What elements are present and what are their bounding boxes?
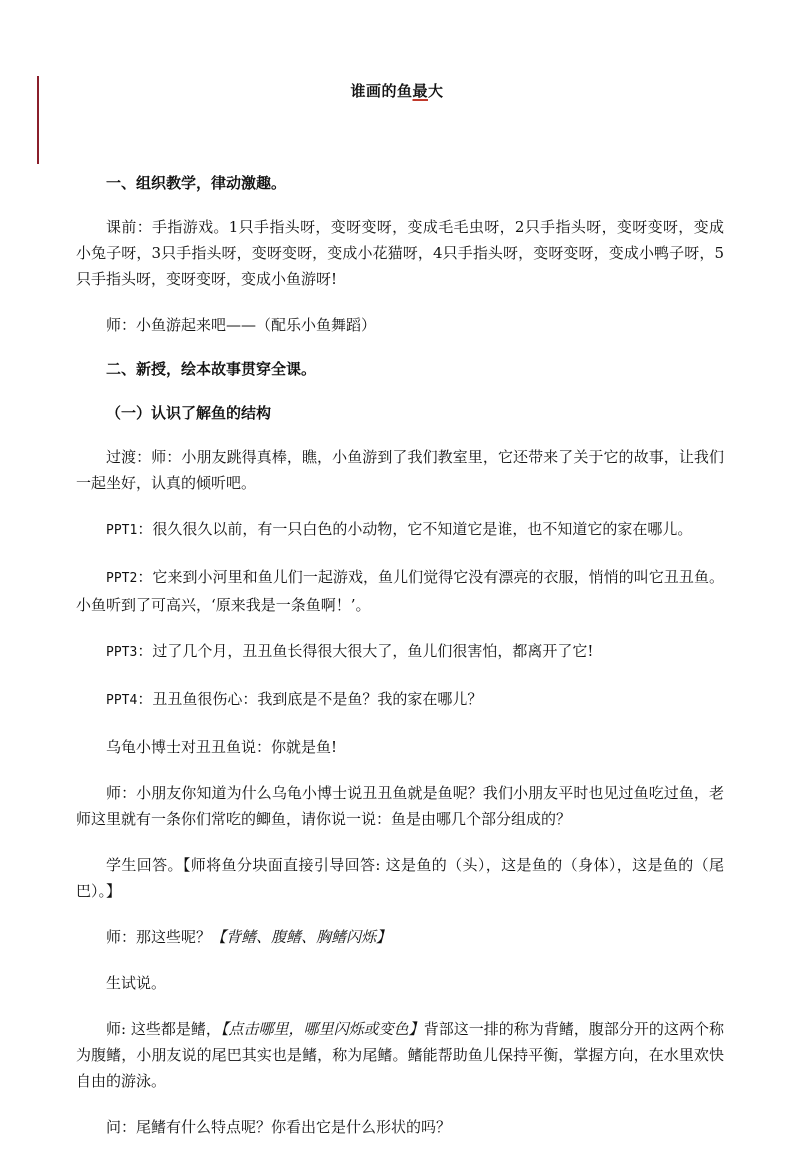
fins-note: 【背鳍、腹鳍、胸鳍闪烁】: [211, 928, 392, 946]
paragraph-transition: 过渡：师：小朋友跳得真棒，瞧，小鱼游到了我们教室里，它还带来了关于它的故事，让我们一起坐好，认真的倾听吧。: [76, 448, 724, 492]
paragraph-ppt2: [76, 564, 724, 618]
section-heading-2: 二、新授，绘本故事贯穿全课。: [106, 360, 317, 378]
title-text-part1: 谁画的鱼: [350, 82, 413, 100]
fins-explain-body: 背部这一排的称为背鳍，腹部分开的这两个称为腹鳍，小朋友说的尾巴其实也是鳍，称为尾鳍。鳍能帮助鱼儿保持平衡，掌握方向，在水里欢快自由的游泳。: [76, 1020, 724, 1090]
paragraph-ppt4: [76, 686, 724, 714]
ppt4-text: ：丑丑鱼很伤心：我到底是不是鱼？我的家在哪儿？: [137, 690, 483, 708]
subsection-heading-1: （一）认识了解鱼的结构: [106, 404, 272, 422]
paragraph-ppt1: [76, 516, 724, 544]
fins-explain-lead: 师: 这些都是鳍，: [106, 1020, 221, 1038]
paragraph-turtle: 乌龟小博士对丑丑鱼说：你就是鱼!: [106, 738, 338, 756]
fins-question-text: 师：那这些呢？: [106, 928, 212, 946]
ppt1-text: ：很久很久以前，有一只白色的小动物，它不知道它是谁，也不知道它的家在哪儿。: [137, 520, 693, 538]
title-text-part3: 大: [428, 82, 444, 100]
paragraph-student-try: 生试说。: [106, 974, 167, 992]
title-text-marked: 最: [412, 82, 428, 100]
section-heading-1: 一、组织教学，律动激趣。: [106, 174, 287, 192]
ppt2-label: PPT2: [106, 571, 138, 586]
paragraph-fins-question: [76, 924, 724, 950]
paragraph-fins-explain: [76, 1016, 724, 1094]
ppt4-label: PPT4: [106, 693, 138, 708]
document-body: [76, 170, 724, 1160]
ppt2-text: ：它来到小河里和鱼儿们一起游戏，鱼儿们觉得它没有漂亮的衣服，悄悄的叫它丑丑鱼。小鱼听到了可高兴，‘原来我是一条鱼啊！’。: [76, 568, 724, 614]
page-title: [0, 80, 794, 101]
paragraph-question-fish-parts: 师：小朋友你知道为什么乌龟小博士说丑丑鱼就是鱼呢？我们小朋友平时也见过鱼吃过鱼，老师这里就有一条你们常吃的鲫鱼，请你说一说：鱼是由哪几个部分组成的？: [76, 784, 724, 828]
paragraph-fish-dance: 师：小鱼游起来吧——（配乐小鱼舞蹈）: [106, 316, 377, 334]
paragraph-student-answer: 学生回答。【师将鱼分块面直接引导回答: 这是鱼的（头），这是鱼的（身体），这是鱼的（尾巴）。】: [76, 856, 724, 900]
ppt3-label: PPT3: [106, 645, 138, 660]
fins-explain-note: 【点击哪里，哪里闪烁或变色】: [220, 1020, 424, 1038]
paragraph-finger-game: 课前：手指游戏。1只手指头呀，变呀变呀，变成毛毛虫呀，2只手指头呀，变呀变呀，变成小兔子呀，3只手指头呀，变呀变呀，变成小花猫呀，4只手指头呀，变呀变呀，变成小鸭子呀，5只手指头呀，变呀变呀，变成小鱼游呀!: [76, 218, 724, 288]
paragraph-ppt3: [76, 638, 724, 666]
paragraph-tail-question: 问：尾鳍有什么特点呢？你看出它是什么形状的吗？: [106, 1118, 452, 1136]
ppt1-label: PPT1: [106, 523, 138, 538]
ppt3-text: ：过了几个月，丑丑鱼长得很大很大了，鱼儿们很害怕，都离开了它!: [137, 642, 594, 660]
